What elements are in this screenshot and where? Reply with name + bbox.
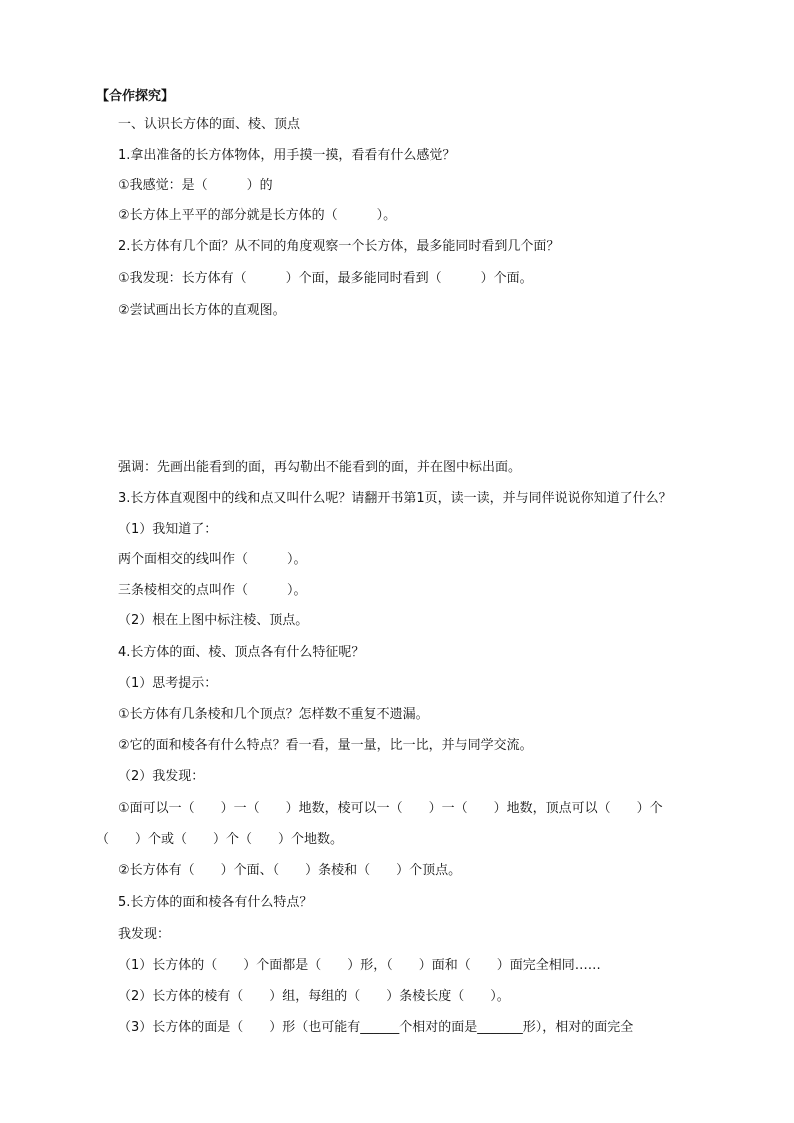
question-5-item-3: （3）长方体的面是（ ）形（也可能有______个相对的面是_______形），相对的面完全: [118, 1020, 634, 1035]
section-heading: 【合作探究】: [96, 89, 175, 104]
question-5: 5.长方体的面和棱各有什么特点？: [118, 895, 313, 910]
question-4: 4.长方体的面、棱、顶点各有什么特征呢？: [118, 645, 365, 660]
topic-title: 一、认识长方体的面、棱、顶点: [118, 117, 301, 132]
question-5-item-2: （2）长方体的棱有（ ）组，每组的（ ）条棱长度（ ）。: [118, 989, 510, 1004]
question-3: 3.长方体直观图中的线和点又叫什么呢？请翻开书第1页，读一读，并与同伴说说你知道了什么？: [118, 491, 672, 506]
finding-1-line-2: （ ）个或（ ）个（ ）个地数。: [96, 832, 344, 847]
question-3-edge: 两个面相交的线叫作（ ）。: [118, 552, 307, 567]
drawing-area: [118, 328, 698, 448]
question-2-answer-a: ①我发现：长方体有（ ）个面，最多能同时看到（ ）个面。: [118, 271, 533, 286]
question-2: 2.长方体有几个面？从不同的角度观察一个长方体，最多能同时看到几个面？: [118, 239, 560, 254]
question-4-part-1: （1）思考提示：: [118, 676, 218, 691]
hint-1: ①长方体有几条棱和几个顶点？怎样数不重复不遗漏。: [118, 707, 429, 722]
question-5-label: 我发现：: [118, 927, 171, 942]
question-3-part-1: （1）我知道了：: [118, 522, 218, 537]
question-1: 1.拿出准备的长方体物体，用手摸一摸，看看有什么感觉？: [118, 148, 456, 163]
question-1-answer-b: ②长方体上平平的部分就是长方体的（ ）。: [118, 208, 397, 223]
question-2-answer-b: ②尝试画出长方体的直观图。: [118, 303, 286, 318]
finding-1-line-1: ①面可以一（ ）一（ ）地数，棱可以一（ ）一（ ）地数，顶点可以（ ）个: [118, 801, 663, 816]
emphasis-note: 强调：先画出能看到的面，再勾勒出不能看到的面，并在图中标出面。: [118, 460, 522, 475]
question-1-answer-a: ①我感觉：是（ ）的: [118, 178, 273, 193]
hint-2: ②它的面和棱各有什么特点？看一看，量一量，比一比，并与同学交流。: [118, 738, 533, 753]
question-4-part-2: （2）我发现：: [118, 769, 205, 784]
finding-2: ②长方体有（ ）个面、（ ）条棱和（ ）个顶点。: [118, 863, 462, 878]
question-3-part-2: （2）根在上图中标注棱、顶点。: [118, 613, 309, 628]
question-3-vertex: 三条棱相交的点叫作（ ）。: [118, 583, 307, 598]
question-5-item-1: （1）长方体的（ ）个面都是（ ）形，（ ）面和（ ）面完全相同……: [118, 958, 601, 973]
